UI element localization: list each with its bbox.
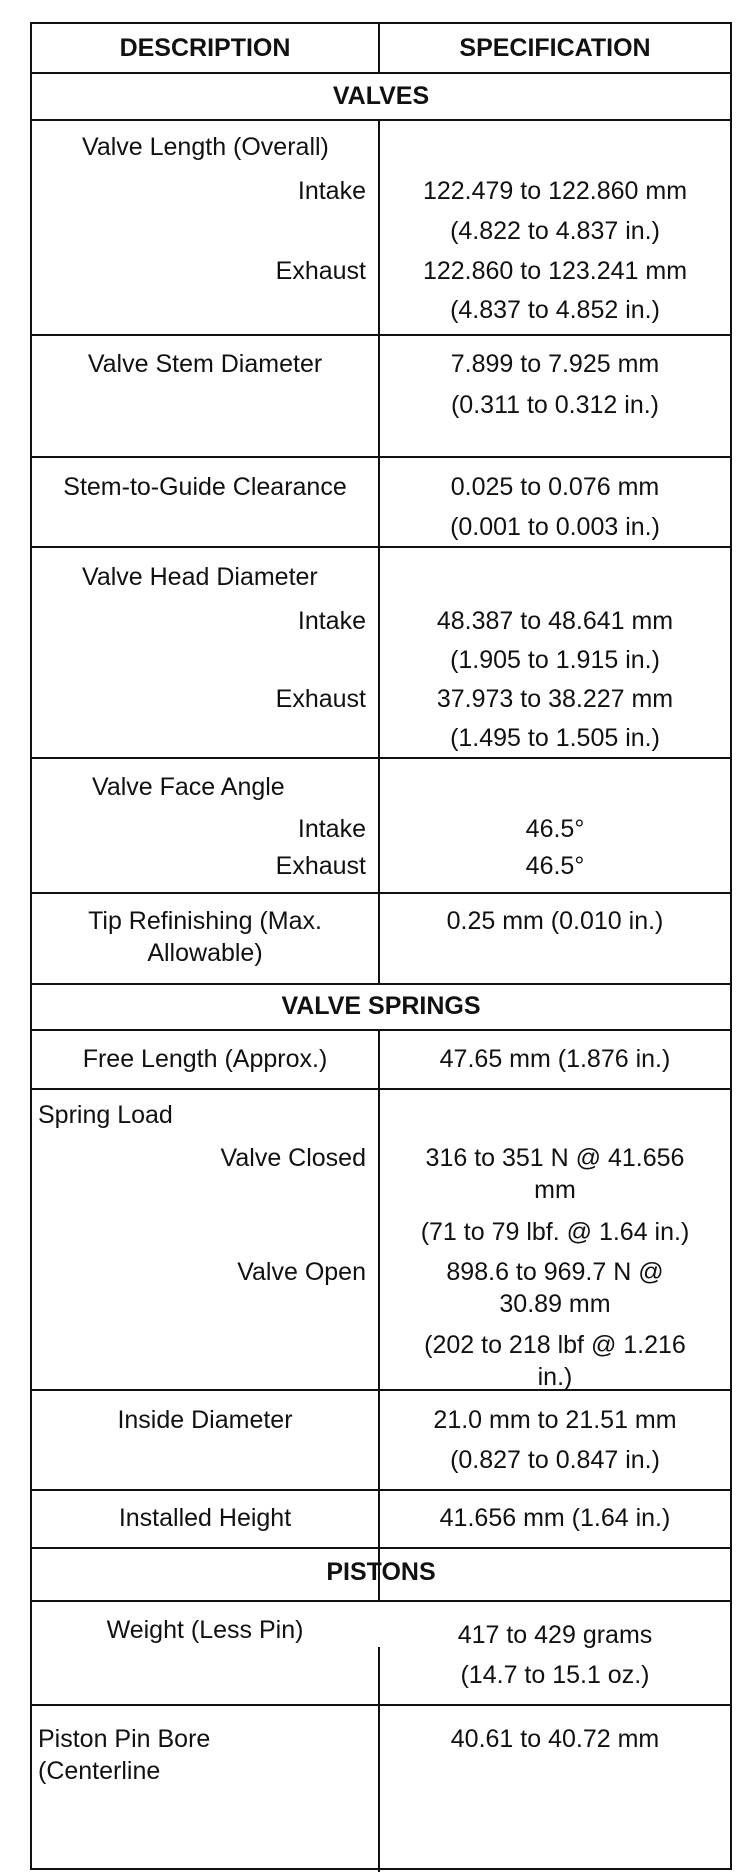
head-diameter-intake-in: (1.905 to 1.915 in.) xyxy=(450,646,660,674)
free-length-label: Free Length (Approx.) xyxy=(82,1045,328,1073)
head-diameter-label: Valve Head Diameter xyxy=(82,563,318,591)
stem-guide-clearance-mm: 0.025 to 0.076 mm xyxy=(450,473,660,501)
face-angle-intake-label: Intake xyxy=(297,815,366,843)
row-divider xyxy=(32,1704,730,1706)
row-divider xyxy=(32,456,730,458)
valve-open-label: Valve Open xyxy=(237,1258,366,1286)
head-diameter-exhaust-mm: 37.973 to 38.227 mm xyxy=(436,685,674,713)
valve-open-line2: 30.89 mm xyxy=(499,1290,611,1318)
inside-diameter-in: (0.827 to 0.847 in.) xyxy=(450,1446,660,1474)
valve-length-intake-in: (4.822 to 4.837 in.) xyxy=(450,217,660,245)
row-divider xyxy=(32,1489,730,1491)
stem-guide-clearance-in: (0.001 to 0.003 in.) xyxy=(450,513,660,541)
row-divider xyxy=(32,1600,730,1602)
valve-length-intake-label: Intake xyxy=(297,177,366,205)
section-valves: VALVES xyxy=(332,82,430,110)
tip-refinishing-label-line2: Allowable) xyxy=(147,939,263,967)
header-specification: SPECIFICATION xyxy=(459,34,651,62)
row-divider xyxy=(32,757,730,759)
row-divider xyxy=(32,1029,730,1031)
spec-table xyxy=(30,22,732,1870)
section-pistons: PISTONS xyxy=(326,1558,436,1586)
piston-weight-grams: 417 to 429 grams xyxy=(457,1621,653,1649)
valve-length-label: Valve Length (Overall) xyxy=(82,133,329,161)
installed-height-label: Installed Height xyxy=(118,1504,292,1532)
stem-diameter-in: (0.311 to 0.312 in.) xyxy=(450,391,659,419)
face-angle-intake-value: 46.5° xyxy=(525,815,585,843)
stem-guide-clearance-label: Stem-to-Guide Clearance xyxy=(63,473,347,501)
row-divider xyxy=(32,119,730,121)
row-divider xyxy=(32,72,730,74)
row-divider xyxy=(32,1547,730,1549)
pin-bore-label-line1: Piston Pin Bore xyxy=(38,1725,211,1753)
row-divider xyxy=(32,334,730,336)
inside-diameter-label: Inside Diameter xyxy=(117,1406,293,1434)
piston-weight-label: Weight (Less Pin) xyxy=(106,1616,304,1644)
valve-closed-line1: 316 to 351 N @ 41.656 xyxy=(425,1144,685,1172)
row-divider xyxy=(32,983,730,985)
stem-diameter-label: Valve Stem Diameter xyxy=(87,350,323,378)
face-angle-exhaust-value: 46.5° xyxy=(525,852,585,880)
head-diameter-intake-label: Intake xyxy=(297,607,366,635)
valve-open-line1: 898.6 to 969.7 N @ xyxy=(446,1258,664,1286)
stem-diameter-mm: 7.899 to 7.925 mm xyxy=(450,350,660,378)
face-angle-label: Valve Face Angle xyxy=(92,773,285,801)
valve-closed-line3: (71 to 79 lbf. @ 1.64 in.) xyxy=(420,1218,690,1246)
free-length-value: 47.65 mm (1.876 in.) xyxy=(439,1045,671,1073)
valve-length-exhaust-mm: 122.860 to 123.241 mm xyxy=(422,257,688,285)
valve-closed-label: Valve Closed xyxy=(220,1144,366,1172)
head-diameter-exhaust-in: (1.495 to 1.505 in.) xyxy=(450,724,660,752)
valve-open-line3: (202 to 218 lbf @ 1.216 xyxy=(424,1331,686,1359)
head-diameter-intake-mm: 48.387 to 48.641 mm xyxy=(436,607,674,635)
spring-load-label: Spring Load xyxy=(38,1101,173,1129)
face-angle-exhaust-label: Exhaust xyxy=(275,852,366,880)
valve-open-line4: in.) xyxy=(537,1363,573,1391)
valve-closed-line2: mm xyxy=(534,1176,576,1204)
section-valve-springs: VALVE SPRINGS xyxy=(281,992,481,1020)
pin-bore-label-line2: (Centerline xyxy=(38,1757,161,1785)
pin-bore-value: 40.61 to 40.72 mm xyxy=(450,1725,660,1753)
valve-length-exhaust-in: (4.837 to 4.852 in.) xyxy=(450,296,660,324)
installed-height-value: 41.656 mm (1.64 in.) xyxy=(439,1504,671,1532)
head-diameter-exhaust-label: Exhaust xyxy=(275,685,366,713)
header-description: DESCRIPTION xyxy=(119,34,291,62)
piston-weight-oz: (14.7 to 15.1 oz.) xyxy=(460,1661,650,1689)
row-divider xyxy=(32,1088,730,1090)
tip-refinishing-value: 0.25 mm (0.010 in.) xyxy=(446,907,664,935)
valve-length-exhaust-label: Exhaust xyxy=(275,257,366,285)
row-divider xyxy=(32,546,730,548)
inside-diameter-mm: 21.0 mm to 21.51 mm xyxy=(433,1406,677,1434)
row-divider xyxy=(32,892,730,894)
tip-refinishing-label-line1: Tip Refinishing (Max. xyxy=(88,907,322,935)
valve-length-intake-mm: 122.479 to 122.860 mm xyxy=(422,177,688,205)
